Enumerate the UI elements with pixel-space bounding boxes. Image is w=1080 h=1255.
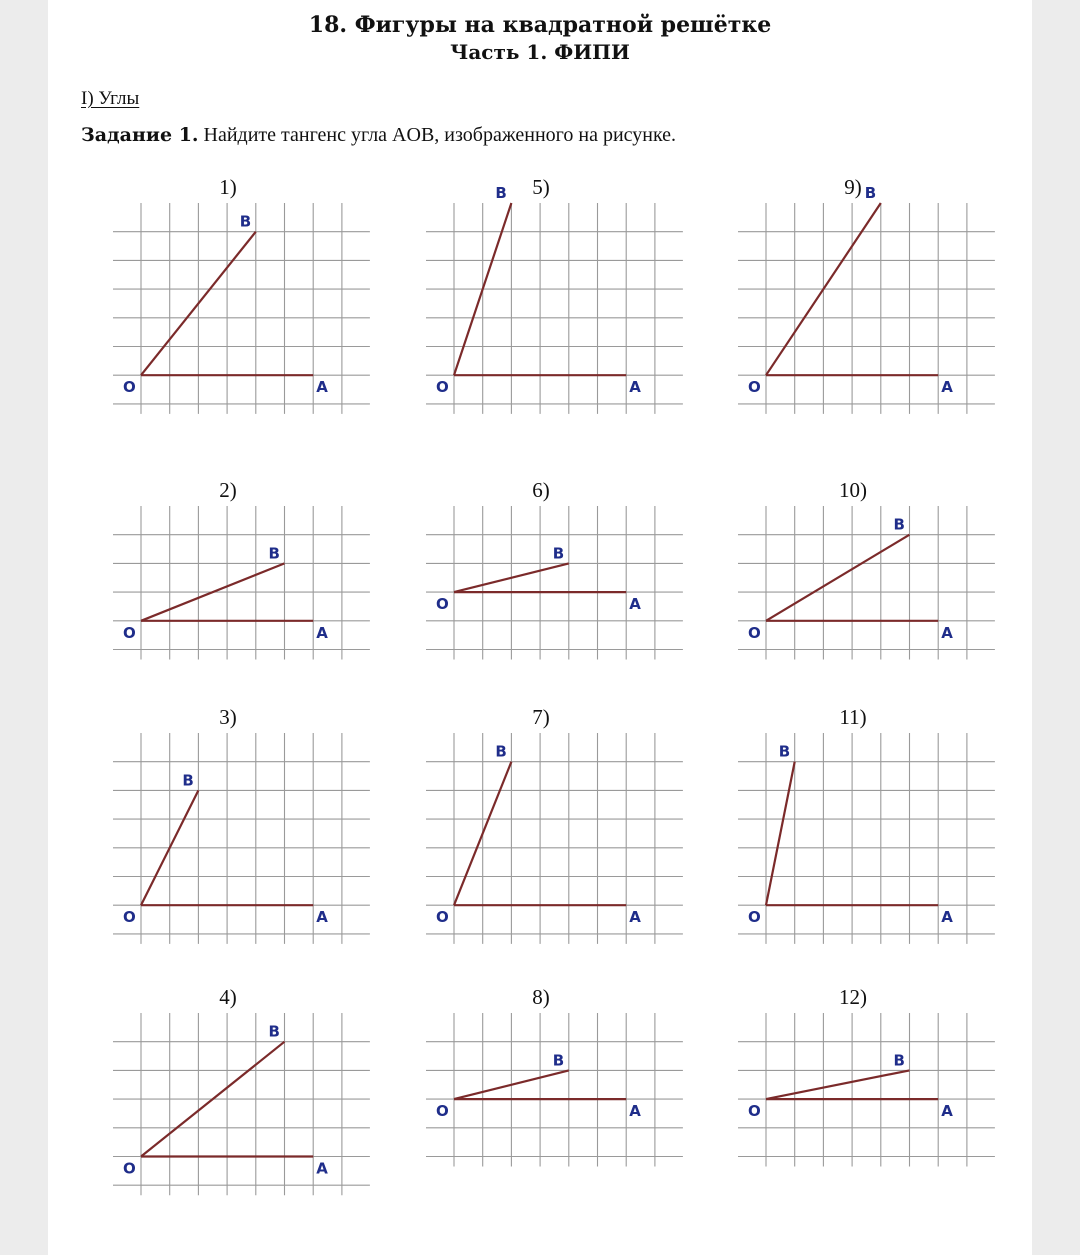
angle-figure (426, 733, 683, 946)
figure-number: 12) (839, 985, 867, 1009)
task-label: Задание 1. (81, 124, 199, 146)
segment-OB (766, 535, 910, 621)
point-label-A: A (316, 1159, 328, 1178)
point-label-A: A (941, 1102, 953, 1121)
point-label-B: B (552, 1051, 565, 1070)
page-title: 18. Фигуры на квадратной решётке (308, 12, 772, 38)
angle-figure (738, 506, 995, 662)
point-label-B: B (268, 1022, 280, 1041)
point-label-A: A (941, 908, 953, 927)
angle-figure (113, 733, 370, 946)
figure-number: 9) (844, 175, 862, 199)
point-label-B: B (239, 212, 252, 231)
point-label-O: O (436, 378, 449, 397)
angle-figure (113, 506, 370, 662)
figure-number: 7) (532, 705, 550, 729)
page-subtitle: Часть 1. ФИПИ (450, 40, 630, 64)
figure-number: 6) (532, 478, 550, 502)
point-label-O: O (748, 623, 761, 642)
point-label-B: B (893, 515, 905, 534)
point-label-B: B (552, 544, 565, 563)
point-label-B: B (893, 1051, 905, 1070)
point-label-A: A (629, 595, 641, 614)
angle-figure (426, 184, 683, 416)
point-label-A: A (629, 1102, 641, 1121)
point-label-A: A (316, 908, 328, 927)
point-label-O: O (123, 623, 136, 642)
figure-number: 2) (219, 478, 237, 502)
point-label-B: B (495, 742, 507, 761)
figure-number: 8) (532, 985, 550, 1009)
point-label-O: O (748, 908, 761, 927)
figure-number: 5) (532, 175, 550, 199)
angle-figure (113, 1013, 370, 1197)
point-label-B: B (495, 184, 507, 202)
point-label-O: O (123, 1159, 136, 1178)
point-label-B: B (182, 771, 194, 790)
worksheet-page (48, 0, 1032, 1255)
segment-OB (766, 762, 795, 906)
figure-number: 1) (219, 175, 237, 199)
angle-figure (738, 733, 995, 946)
angle-figure (426, 1013, 683, 1169)
point-label-A: A (316, 378, 328, 397)
point-label-A: A (316, 623, 328, 642)
angle-figure (113, 203, 370, 416)
angle-figure (738, 184, 995, 416)
angle-figure (426, 506, 683, 662)
point-label-B: B (778, 742, 791, 761)
angle-figure (738, 1013, 995, 1169)
point-label-B: B (268, 544, 280, 563)
figure-number: 10) (839, 478, 867, 502)
section-heading: I) Углы (81, 88, 140, 109)
task-statement (81, 124, 676, 147)
point-label-A: A (629, 378, 641, 397)
figure-number: 4) (219, 985, 237, 1009)
point-label-A: A (629, 908, 641, 927)
point-label-O: O (748, 378, 761, 397)
segment-OB (766, 1070, 910, 1099)
point-label-O: O (436, 595, 449, 614)
point-label-A: A (941, 378, 953, 397)
point-label-O: O (436, 908, 449, 927)
point-label-O: O (436, 1102, 449, 1121)
point-label-O: O (123, 908, 136, 927)
point-label-O: O (748, 1102, 761, 1121)
point-label-O: O (123, 378, 136, 397)
point-label-B: B (864, 184, 877, 202)
figure-number: 11) (839, 705, 867, 729)
figure-number: 3) (219, 705, 237, 729)
task-text: Найдите тангенс угла AOB, изображенного на рисунке. (198, 124, 677, 146)
point-label-A: A (941, 623, 953, 642)
